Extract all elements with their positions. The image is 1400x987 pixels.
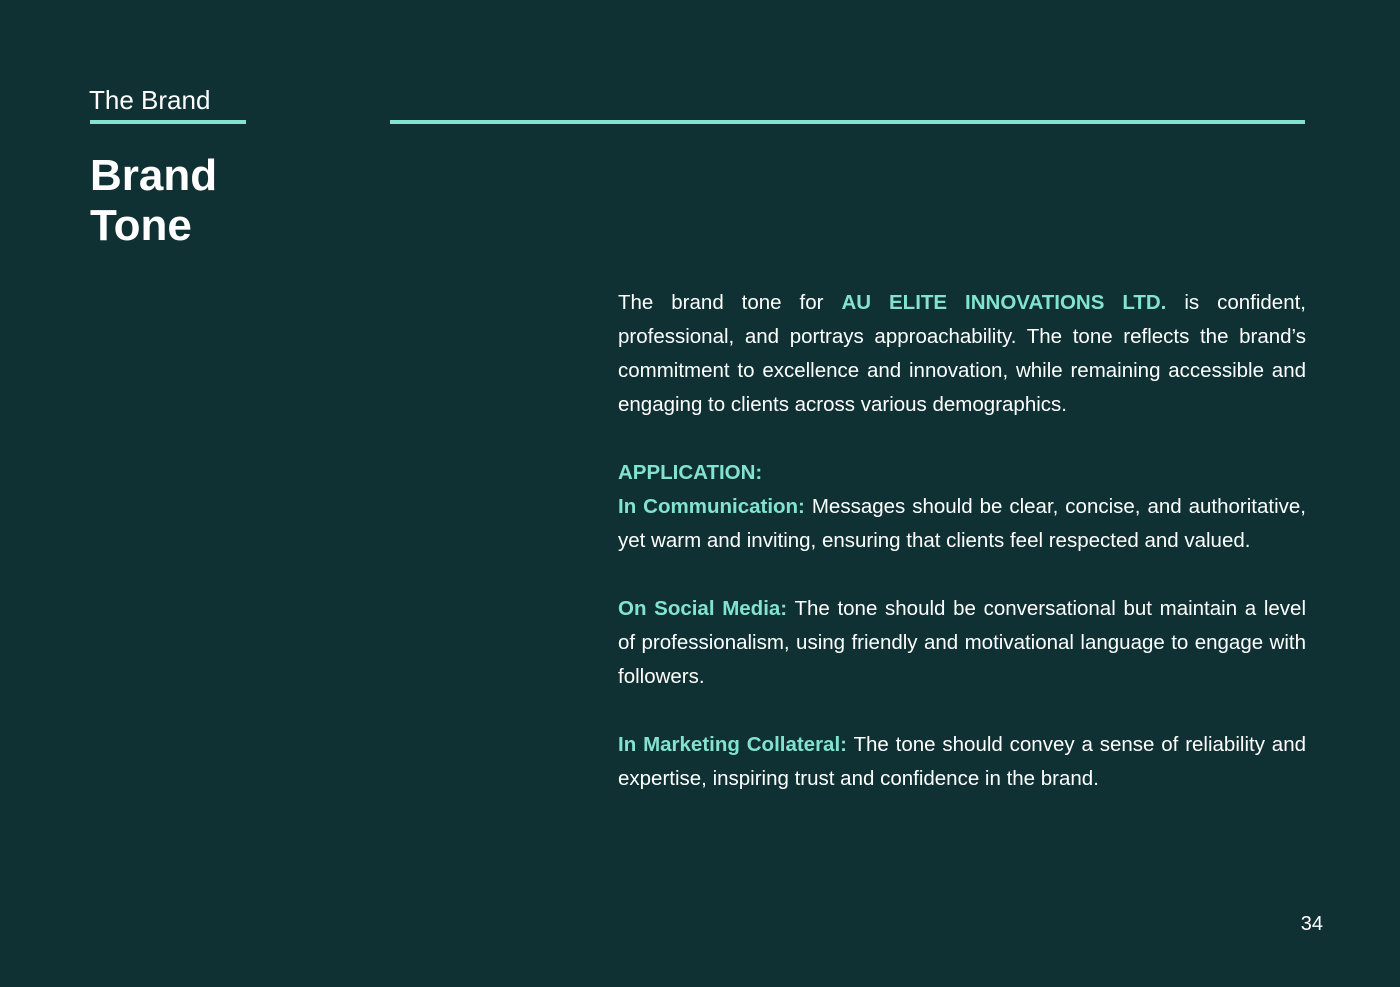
section-label: The Brand bbox=[89, 85, 211, 115]
spacer bbox=[618, 694, 1306, 728]
application-item-marketing-collateral bbox=[618, 728, 1306, 796]
intro-text-after: is confident, professional, and portrays approachability. The tone reflects the brand’s commitment to excellence and innovation, while remaining accessible and engaging to clients across various demographics. bbox=[618, 291, 1306, 416]
application-item-text: Messages should be clear, concise, and authoritative, yet warm and inviting, ensuring that clients feel respected and valued. bbox=[618, 495, 1306, 552]
application-item-communication bbox=[618, 490, 1306, 558]
spacer bbox=[618, 422, 1306, 456]
section-underline bbox=[90, 120, 246, 124]
spacer bbox=[618, 558, 1306, 592]
header-divider bbox=[390, 120, 1305, 124]
application-heading: APPLICATION: bbox=[618, 461, 763, 484]
application-item-label: In Marketing Collateral: bbox=[618, 733, 847, 756]
intro-text-before: The brand tone for bbox=[618, 291, 842, 314]
page-number: 34 bbox=[1300, 913, 1323, 935]
application-item-text: The tone should convey a sense of reliability and expertise, inspiring trust and confidence in the brand. bbox=[618, 733, 1306, 790]
application-item-label: In Communication: bbox=[618, 495, 805, 518]
page-title bbox=[90, 151, 217, 251]
page-title-line-2: Tone bbox=[90, 201, 192, 250]
intro-paragraph bbox=[618, 286, 1306, 422]
company-name: AU ELITE INNOVATIONS LTD. bbox=[841, 291, 1167, 314]
application-item-label: On Social Media: bbox=[618, 597, 788, 620]
application-item-social-media bbox=[618, 592, 1306, 694]
page-title-line-1: Brand bbox=[90, 151, 218, 200]
body-content bbox=[618, 286, 1306, 796]
application-item-text: The tone should be conversational but maintain a level of professionalism, using friendly and motivational language to engage with followers. bbox=[618, 597, 1307, 688]
